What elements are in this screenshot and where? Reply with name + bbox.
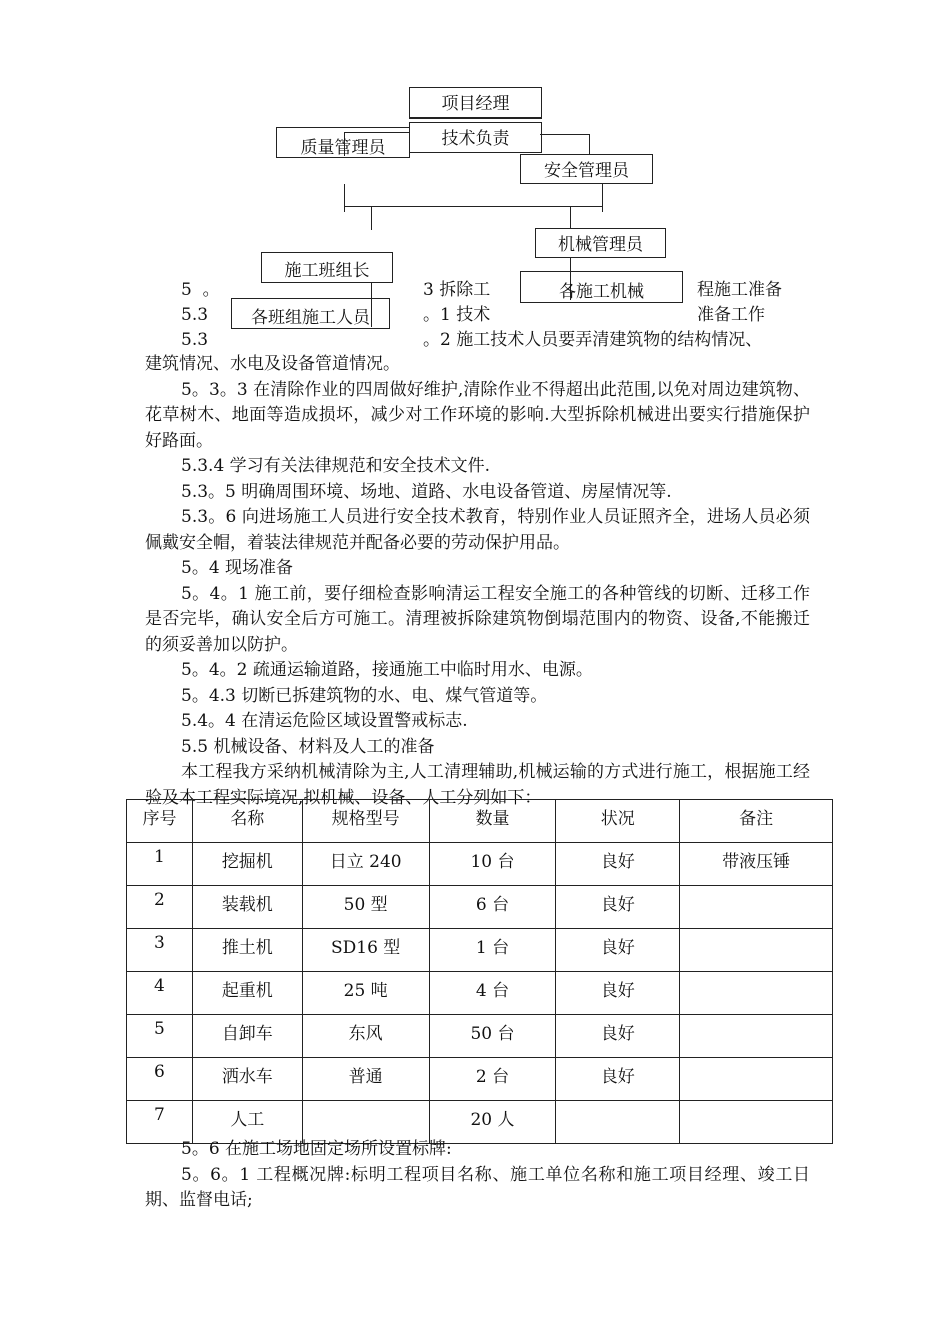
table-cell: SD16 型 (302, 929, 429, 972)
paragraph: 5.3。5 明确周围环境、场地、道路、水电设备管道、房屋情况等. (181, 481, 672, 502)
table-cell: 3 (127, 929, 193, 972)
paragraph: 建筑情况、水电及设备管道情况。 (145, 354, 400, 374)
table-cell (680, 886, 833, 929)
section-heading: 5.5 机械设备、材料及人工的准备 (181, 736, 435, 757)
table-cell: 自卸车 (192, 1015, 302, 1058)
org-box-team-leader: 施工班组长 (261, 252, 393, 283)
table-row (127, 1015, 833, 1058)
table-cell: 良好 (556, 1058, 680, 1101)
table-row (127, 843, 833, 886)
connector-line (344, 184, 345, 212)
table-cell (680, 1058, 833, 1101)
table-cell: 6 台 (429, 886, 556, 929)
paragraph: 5.3.4 学习有关法律规范和安全技术文件. (181, 456, 491, 476)
table-cell: 人工 (192, 1101, 302, 1144)
table-cell: 日立 240 (302, 843, 429, 886)
table-cell: 带液压锤 (680, 843, 833, 886)
table-row (127, 1058, 833, 1101)
table-row (127, 886, 833, 929)
table-cell: 洒水车 (192, 1058, 302, 1101)
heading-fragment: 5.3 (181, 305, 209, 325)
org-box-machines: 各施工机械 (520, 271, 683, 303)
table-cell: 良好 (556, 972, 680, 1015)
paragraph: 5。6。1 工程概况牌:标明工程项目名称、施工单位名称和施工项目经理、竣工日期、监督电话; (145, 1164, 810, 1210)
table-row (127, 929, 833, 972)
table-cell: 普通 (302, 1058, 429, 1101)
table-cell: 东风 (302, 1015, 429, 1058)
org-chart (0, 0, 950, 350)
table-header-cell: 备注 (680, 800, 833, 843)
org-box-tech-lead: 技术负责 (409, 122, 542, 153)
table-cell: 7 (127, 1101, 193, 1144)
section-heading: 5。6 在施工场地固定场所设置标牌: (181, 1139, 452, 1159)
paragraph: 5。4。1 施工前，要仔细检查影响清运工程安全施工的各种管线的切断、迁移工作是否完毕，确认安全后方可施工。清理被拆除建筑物倒塌范围内的物资、设备,不能搬迁的须妥善加以防护。 (145, 583, 810, 655)
table-cell: 4 (127, 972, 193, 1015)
paragraph: 5.4。4 在清运危险区域设置警戒标志. (181, 711, 468, 731)
org-box-manager: 项目经理 (409, 87, 542, 118)
paragraph: 5。4.3 切断已拆建筑物的水、电、煤气管道等。 (181, 685, 548, 706)
table-cell (680, 1015, 833, 1058)
table-cell (680, 929, 833, 972)
table-cell: 50 台 (429, 1015, 556, 1058)
equipment-table (126, 799, 833, 1144)
table-cell: 6 (127, 1058, 193, 1101)
table-cell: 1 台 (429, 929, 556, 972)
table-cell: 装载机 (192, 886, 302, 929)
table-cell: 50 型 (302, 886, 429, 929)
connector-line (540, 134, 590, 135)
table-header-cell: 状况 (556, 800, 680, 843)
table-cell: 2 (127, 886, 193, 929)
table-header-cell: 规格型号 (302, 800, 429, 843)
table-header-cell: 序号 (127, 800, 193, 843)
connector-line (589, 134, 590, 154)
table-cell: 良好 (556, 886, 680, 929)
connector-line (602, 184, 603, 212)
table-cell: 良好 (556, 843, 680, 886)
paragraph: 5。4。2 疏通运输道路，接通施工中临时用水、电源。 (181, 660, 593, 680)
heading-fragment: 5 。 (181, 280, 220, 300)
table-header-cell: 数量 (429, 800, 556, 843)
connector-line (371, 206, 372, 230)
table-cell: 5 (127, 1015, 193, 1058)
paragraph: 5。3。3 在清除作业的四周做好维护,清除作业不得超出此范围,以免对周边建筑物、花草树木、地面等造成损坏，减少对工作环境的影响.大型拆除机械进出要实行措施保护好路面。 (145, 379, 810, 451)
table-cell: 10 台 (429, 843, 556, 886)
connector-line (344, 206, 603, 207)
table-cell: 挖掘机 (192, 843, 302, 886)
heading-fragment: 。1 技术 (423, 305, 491, 325)
table-cell: 4 台 (429, 972, 556, 1015)
table-cell: 2 台 (429, 1058, 556, 1101)
table-cell (680, 972, 833, 1015)
table-cell: 起重机 (192, 972, 302, 1015)
table-cell: 良好 (556, 929, 680, 972)
table-cell: 良好 (556, 1015, 680, 1058)
table-header-row (127, 800, 833, 843)
body-text (145, 352, 810, 811)
table-header-cell: 名称 (192, 800, 302, 843)
table-cell: 推土机 (192, 929, 302, 972)
heading-fragment: 3 拆除工 (423, 280, 491, 300)
org-box-quality: 质量管理员 (276, 127, 410, 158)
table-row (127, 972, 833, 1015)
heading-fragment: 。2 施工技术人员要弄清建筑物的结构情况、 (423, 330, 763, 350)
paragraph: 本工程我方采纳机械清除为主,人工清理辅助,机械运输的方式进行施工，根据施工经验及本工程实际境况,拟机械、设备、人工分列如下： (145, 762, 810, 808)
paragraph: 5.3。6 向进场施工人员进行安全技术教育，特别作业人员证照齐全，进场人员必须佩戴安全帽，着装法律规范并配备必要的劳动保护用品。 (145, 507, 810, 553)
org-box-safety: 安全管理员 (520, 154, 653, 184)
table-cell: 1 (127, 843, 193, 886)
table-cell: 20 人 (429, 1101, 556, 1144)
heading-fragment: 程施工准备 (697, 280, 782, 300)
connector-line (570, 206, 571, 228)
org-box-machinery: 机械管理员 (535, 228, 666, 258)
table-cell: 25 吨 (302, 972, 429, 1015)
heading-fragment: 准备工作 (697, 305, 765, 325)
section-heading: 5。4 现场准备 (181, 558, 294, 578)
after-table-text (145, 1137, 810, 1214)
org-box-workers: 各班组施工人员 (231, 298, 390, 329)
heading-fragment: 5.3 (181, 330, 209, 350)
connector-line (409, 118, 542, 119)
